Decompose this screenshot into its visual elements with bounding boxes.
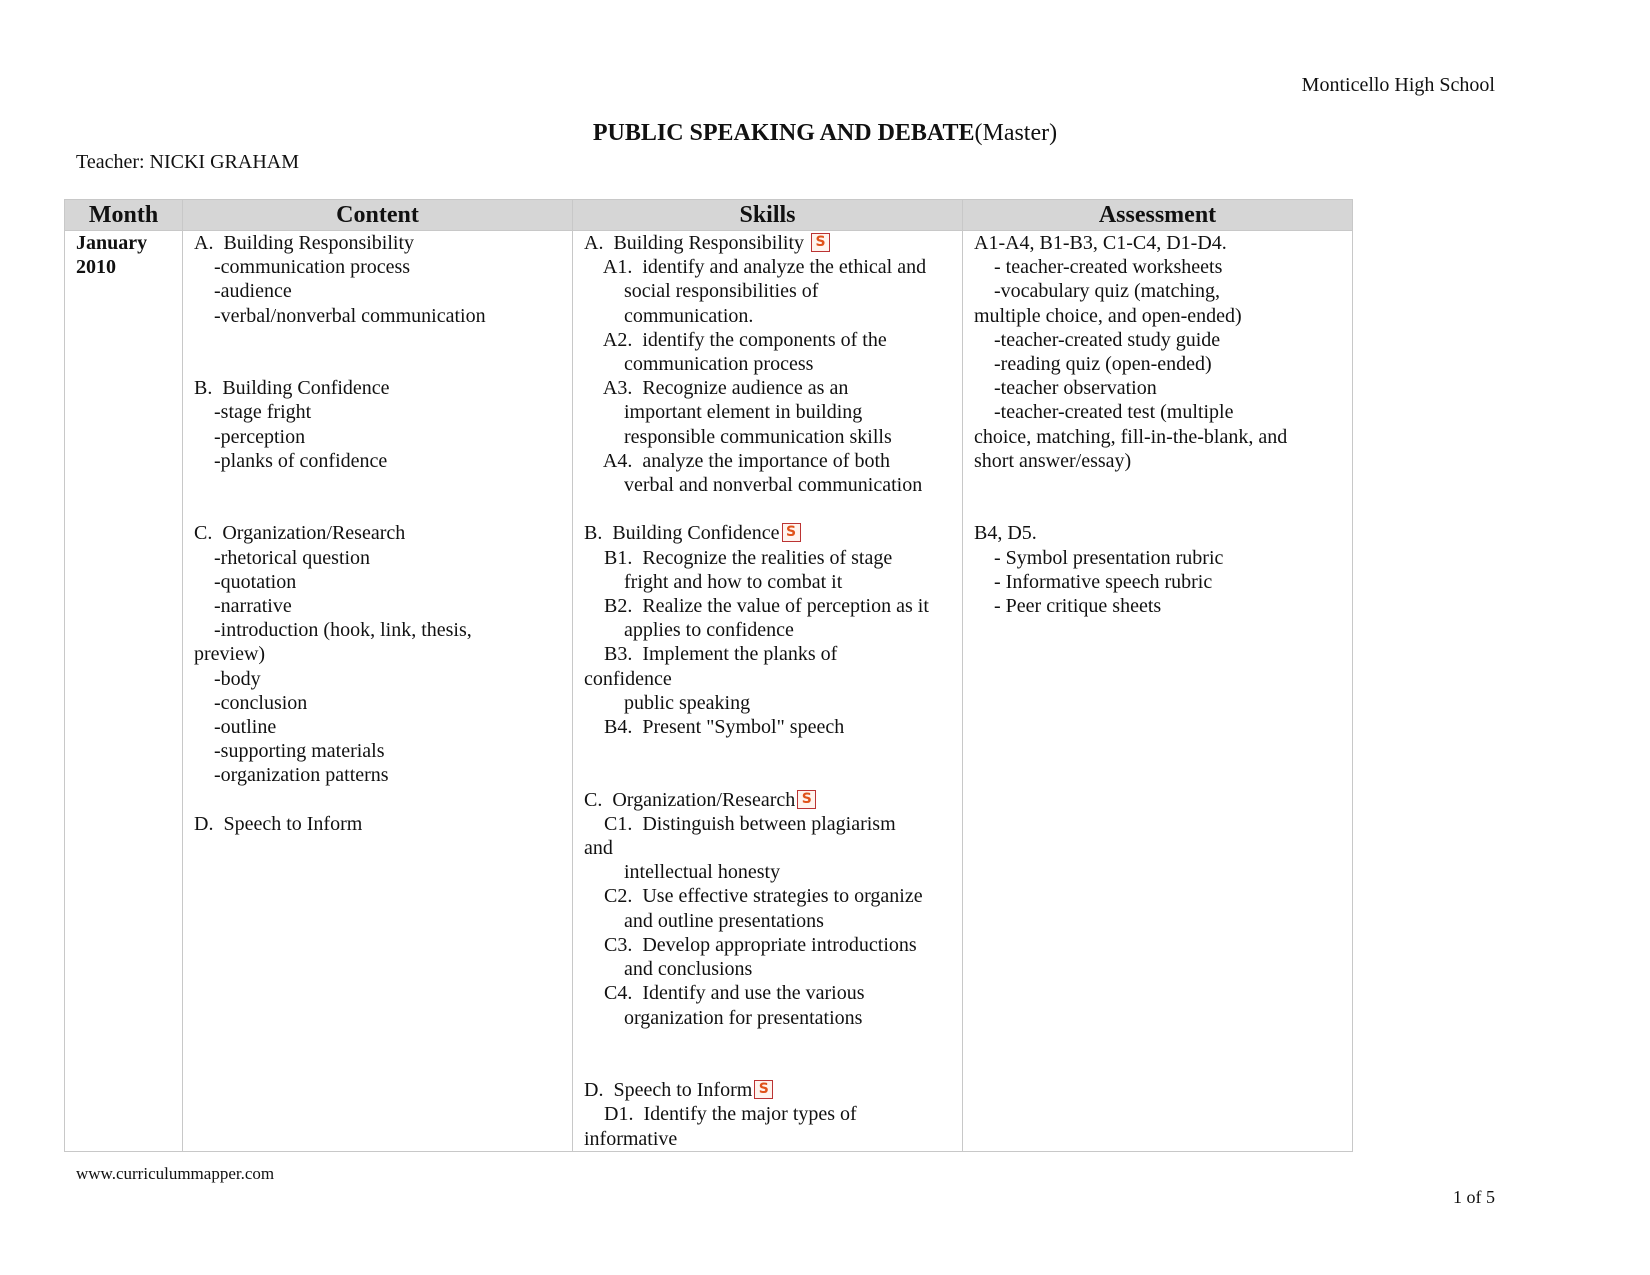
content-line: B. Building Confidence [194,377,390,400]
skills-section-heading [584,231,962,255]
skills-line: social responsibilities of [584,280,819,303]
assessment-line: - Peer critique sheets [974,595,1162,618]
assessment-line: -vocabulary quiz (matching, [974,280,1221,303]
spacer [584,763,962,787]
skills-line: A3. Recognize audience as an [584,377,849,400]
table-row [65,231,1353,1152]
content-line: -planks of confidence [194,449,388,472]
footer-url[interactable]: www.curriculummapper.com [76,1164,275,1183]
content-line: C. Organization/Research [194,522,406,545]
content-line: -stage fright [194,401,312,424]
skills-line: B1. Recognize the realities of stage [584,546,893,569]
assessment-line: multiple choice, and open-ended) [974,304,1242,327]
spacer [194,328,572,352]
year-label: 2010 [76,256,116,279]
skills-line: A4. analyze the importance of both [584,449,891,472]
skills-line: C3. Develop appropriate introductions [584,933,917,956]
standards-link-icon[interactable]: S [754,1080,773,1099]
standards-link-icon[interactable]: S [797,790,816,809]
skills-line: intellectual honesty [584,861,781,884]
assessment-line: A1-A4, B1-B3, C1-C4, D1-D4. [974,232,1227,254]
skills-line: C4. Identify and use the various [584,982,865,1005]
spacer [194,473,572,497]
skills-line: public speaking [584,691,751,714]
skills-line: B3. Implement the planks of [584,643,838,666]
spacer [194,497,572,521]
assessment-line: -teacher-created test (multiple [974,401,1234,424]
assessment-line: - Symbol presentation rubric [974,546,1224,569]
title-main: PUBLIC SPEAKING AND DEBATE [592,120,975,146]
skills-section [584,521,962,739]
assessment-cell [963,231,1353,1152]
skills-line: B4. Present "Symbol" speech [584,716,845,739]
skills-heading-text: B. Building Confidence [584,522,780,545]
content-line: -organization patterns [194,764,389,787]
skills-line: B2. Realize the value of perception as it [584,595,929,618]
content-line: -verbal/nonverbal communication [194,304,486,327]
title-suffix: (Master) [974,120,1058,146]
skills-cell [573,231,963,1152]
skills-line: and [584,837,613,860]
teacher-name: Teacher: NICKI GRAHAM [76,151,299,173]
skills-line: communication process [584,353,814,376]
content-line: -introduction (hook, link, thesis, [194,619,472,642]
col-skills: Skills [573,200,963,231]
spacer [194,788,572,812]
assessment-line: -reading quiz (open-ended) [974,353,1212,376]
standards-link-icon[interactable]: S [811,233,830,252]
content-line: -narrative [194,595,292,618]
skills-line: organization for presentations [584,1006,863,1029]
content-line: -body [194,667,261,690]
assessment-line: B4, D5. [974,522,1037,545]
content-line: -rhetorical question [194,546,371,569]
assessment-line: - teacher-created worksheets [974,256,1223,279]
skills-section-heading [584,521,962,545]
spacer [584,739,962,763]
page-title [0,120,1650,147]
skills-line: and outline presentations [584,909,824,932]
school-name: Monticello High School [1301,74,1495,96]
content-line: -quotation [194,570,297,593]
skills-line: informative [584,1127,678,1150]
skills-line: C2. Use effective strategies to organize [584,885,923,908]
assessment-line: choice, matching, fill-in-the-blank, and [974,425,1288,448]
assessment-line: short answer/essay) [974,449,1132,472]
skills-section-heading [584,788,962,812]
page-number: 1 of 5 [1453,1187,1495,1207]
content-section [194,231,572,328]
assessment-line: - Informative speech rubric [974,570,1213,593]
content-section [194,812,572,836]
skills-line: A1. identify and analyze the ethical and [584,256,927,279]
content-line: preview) [194,643,266,666]
col-content: Content [183,200,573,231]
skills-section-heading [584,1078,962,1102]
skills-heading-text: D. Speech to Inform [584,1079,753,1102]
content-line: -perception [194,425,306,448]
skills-line: C1. Distinguish between plagiarism [584,812,896,835]
content-section [194,376,572,473]
month-label: January [76,232,148,254]
assessment-line: -teacher observation [974,377,1157,400]
standards-link-icon[interactable]: S [782,523,801,542]
content-cell [183,231,573,1152]
col-assessment: Assessment [963,200,1353,231]
content-line: A. Building Responsibility [194,232,415,254]
skills-line: verbal and nonverbal communication [584,474,923,497]
content-section [194,521,572,787]
skills-line: confidence [584,667,672,690]
skills-heading-text: C. Organization/Research [584,788,796,811]
curriculum-table [64,199,1353,1152]
header-row [65,200,1353,231]
spacer [584,1030,962,1054]
content-line: -communication process [194,256,411,279]
content-line: -outline [194,716,277,739]
col-month: Month [65,200,183,231]
spacer [974,473,1352,497]
skills-section [584,1078,962,1151]
content-line: D. Speech to Inform [194,812,363,835]
month-cell [65,231,183,1152]
skills-line: D1. Identify the major types of [584,1103,857,1126]
content-line: -conclusion [194,691,308,714]
skills-line: A2. identify the components of the [584,328,887,351]
skills-line: important element in building [584,401,863,424]
content-line: -supporting materials [194,740,385,763]
skills-line: communication. [584,304,754,327]
skills-line: applies to confidence [584,619,794,642]
spacer [974,497,1352,521]
skills-line: fright and how to combat it [584,570,843,593]
skills-section [584,231,962,497]
spacer [584,1054,962,1078]
skills-line: and conclusions [584,958,753,981]
spacer [584,497,962,521]
content-line: -audience [194,280,292,303]
assessment-section [974,521,1352,618]
spacer [194,352,572,376]
assessment-line: -teacher-created study guide [974,328,1221,351]
skills-line: responsible communication skills [584,425,892,448]
skills-section [584,788,962,1030]
assessment-section [974,231,1352,473]
skills-heading-text: A. Building Responsibility [584,232,810,254]
